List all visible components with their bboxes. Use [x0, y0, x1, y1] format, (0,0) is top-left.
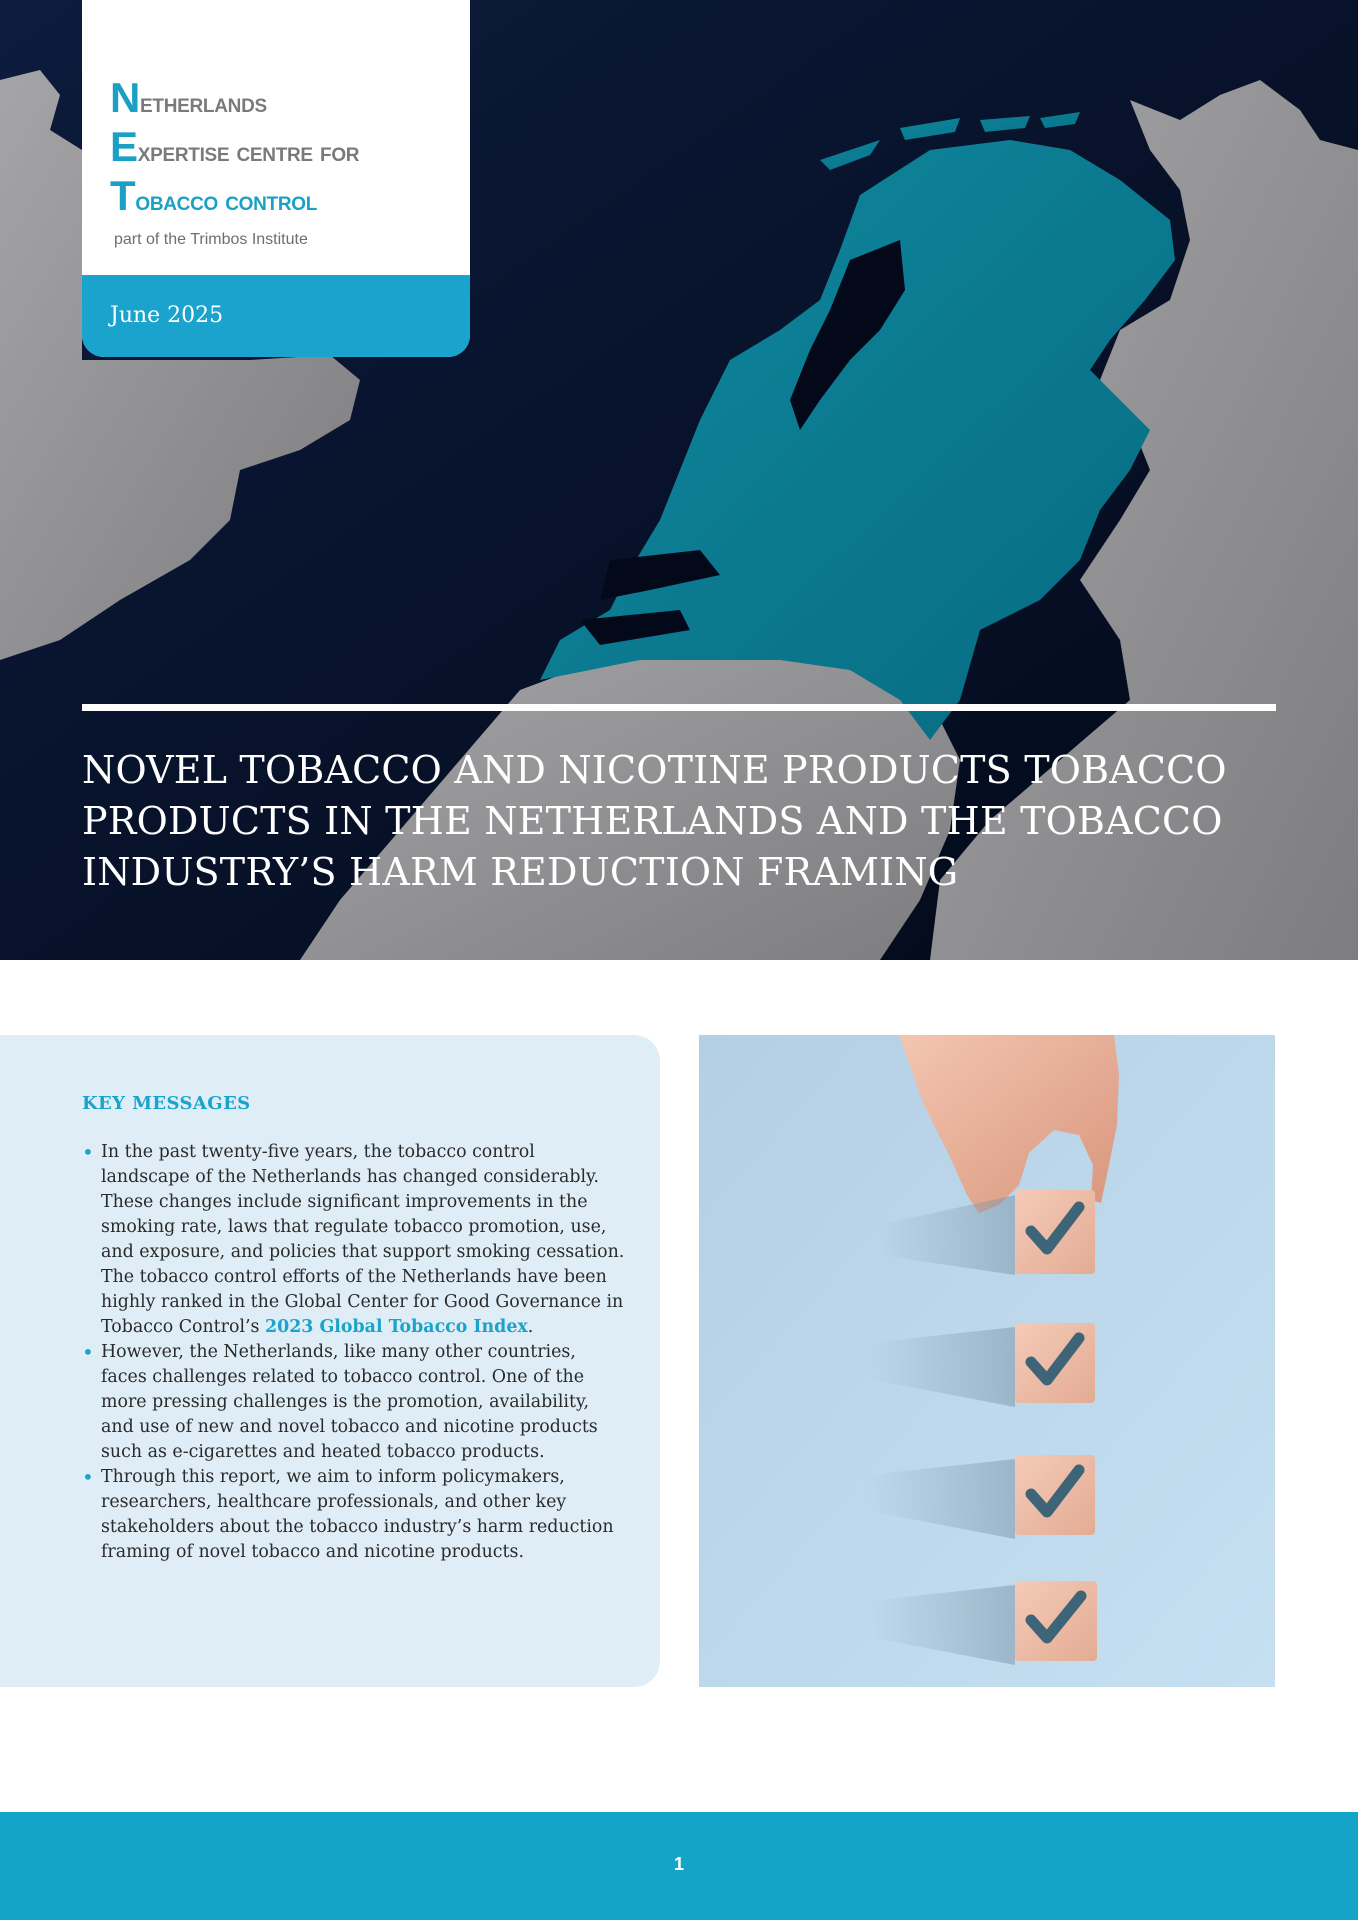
page-footer	[0, 1812, 1358, 1920]
global-tobacco-index-link[interactable]: 2023 Global Tobacco Index	[265, 1317, 528, 1337]
page-number: 1	[673, 1854, 684, 1874]
logo-card	[82, 0, 470, 357]
list-item: • In the past twenty-five years, the tobacco control landscape of the Netherlands has changed considerably. These changes include significant improvements in the smoking rate, laws that regulate tobacco promotion, use, and exposure, and policies that support smoking cessation. The tobacco control efforts of the Netherlands have been highly ranked in the Global Center for Good Governance in Tobacco Control’s 2023 Global Tobacco Index.	[82, 1140, 626, 1340]
list-item: • However, the Netherlands, like many other countries, faces challenges related to tobacco control. One of the more pressing challenges is the promotion, availability, and use of new and novel tobacco and nicotine products such as e-cigarettes and heated tobacco products.	[82, 1340, 626, 1465]
checkbox-blocks-photo	[699, 1035, 1275, 1687]
title-divider	[82, 704, 1276, 711]
logo-subline: part of the Trimbos Institute	[114, 231, 308, 248]
publication-date: June 2025	[82, 275, 470, 357]
report-title: NOVEL TOBACCO AND NICOTINE PRODUCTS TOBACCO PRODUCTS IN THE NETHERLANDS AND THE TOBACCO INDUSTRY’S HARM REDUCTION FRAMING	[82, 748, 1227, 894]
key-messages-list	[82, 1140, 626, 1565]
logo-line-2: Expertise centre for	[110, 123, 360, 170]
key-messages-heading: KEY MESSAGES	[82, 1093, 251, 1114]
logo-line-1: Netherlands	[110, 74, 267, 121]
key-messages-panel	[0, 1035, 660, 1687]
list-item: • Through this report, we aim to inform policymakers, researchers, healthcare professionals, and other key stakeholders about the tobacco industry’s harm reduction framing of novel tobacco and nicotine products.	[82, 1465, 626, 1565]
checkmark-blocks-illustration	[699, 1035, 1275, 1687]
logo-line-3: Tobacco control	[110, 172, 318, 219]
organisation-logo	[82, 0, 470, 275]
